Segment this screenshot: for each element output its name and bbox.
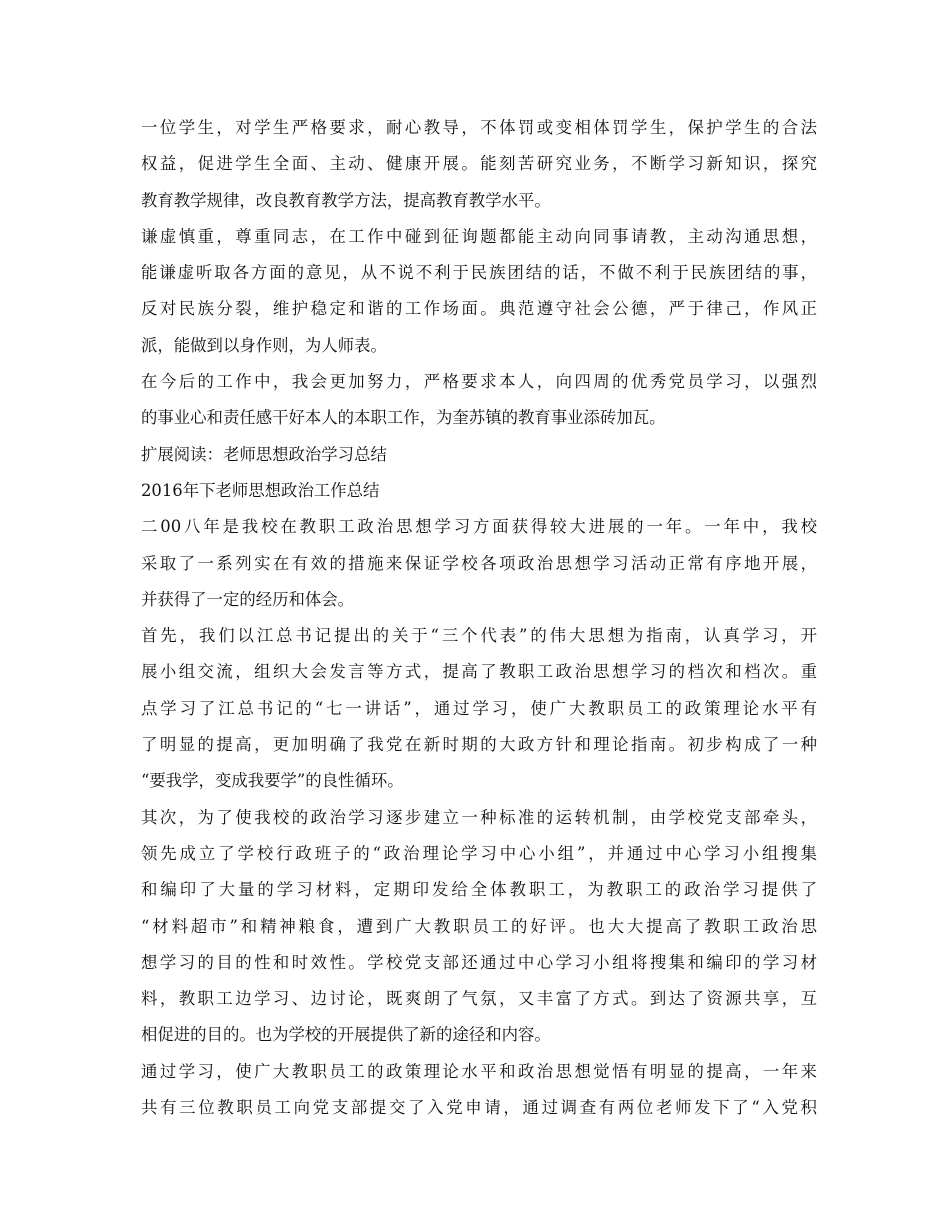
text-line: 反对民族分裂，维护稳定和谐的工作场面。典范遵守社会公德，严于律己，作风正 [141, 299, 817, 319]
text-line: 谦虚慎重，尊重同志，在工作中碰到征询题都能主动向同事请教，主动沟通思想， [141, 226, 817, 246]
text-line: 并获得了一定的经历和体会。 [141, 589, 355, 609]
text-line: 共有三位教职员工向党支部提交了入党申请，通过调查有两位老师发下了“入党积 [141, 1098, 817, 1118]
text-line: 2016年下老师思想政治工作总结 [141, 480, 380, 500]
text-line: 领先成立了学校行政班子的“政治理论学习中心小组”，并通过中心学习小组搜集 [141, 843, 817, 863]
text-line: 的事业心和责任感干好本人的本职工作，为奎苏镇的教育事业添砖加瓦。 [141, 408, 666, 428]
text-line: 其次，为了使我校的政治学习逐步建立一种标准的运转机制，由学校党支部牵头， [141, 807, 817, 827]
text-line: 首先，我们以江总书记提出的关于“三个代表”的伟大思想为指南，认真学习，开 [141, 626, 817, 646]
text-line: 教育教学规律，改良教育教学方法，提高教育教学水平。 [141, 190, 551, 210]
text-line: 料，教职工边学习、边讨论，既爽朗了气氛，又丰富了方式。到达了资源共享，互 [141, 989, 817, 1009]
text-line: 和编印了大量的学习材料，定期印发给全体教职工，为教职工的政治学习提供了 [141, 880, 817, 900]
text-line: 一位学生，对学生严格要求，耐心教导，不体罚或变相体罚学生，保护学生的合法 [141, 118, 817, 137]
text-line: 采取了一系列实在有效的措施来保证学校各项政治思想学习活动正常有序地开展， [141, 553, 817, 573]
text-line: 点学习了江总书记的“七一讲话”，通过学习，使广大教职员工的政策理论水平有 [141, 698, 817, 718]
text-line: 想学习的目的性和时效性。学校党支部还通过中心学习小组将搜集和编印的学习材 [141, 952, 817, 972]
text-line: 派，能做到以身作则，为人师表。 [141, 335, 387, 355]
text-line: 权益，促进学生全面、主动、健康开展。能刻苦研究业务，不断学习新知识，探究 [141, 154, 817, 174]
text-line: 在今后的工作中，我会更加努力，严格要求本人，向四周的优秀党员学习，以强烈 [141, 372, 817, 392]
text-line: “材料超市”和精神粮食，遭到广大教职员工的好评。也大大提高了教职工政治思 [141, 916, 817, 936]
text-line: 二00八年是我校在教职工政治思想学习方面获得较大进展的一年。一年中，我校 [141, 517, 817, 537]
text-line: 了明显的提高，更加明确了我党在新时期的大政方针和理论指南。初步构成了一种 [141, 735, 817, 755]
text-line: 扩展阅读：老师思想政治学习总结 [141, 444, 387, 464]
text-line: “要我学，变成我要学”的良性循环。 [141, 771, 404, 791]
text-line: 能谦虚听取各方面的意见，从不说不利于民族团结的话，不做不利于民族团结的事， [141, 263, 817, 283]
text-line: 相促进的目的。也为学校的开展提供了新的途径和内容。 [141, 1025, 551, 1045]
text-line: 展小组交流，组织大会发言等方式，提高了教职工政治思想学习的档次和档次。重 [141, 662, 817, 682]
text-line: 通过学习，使广大教职员工的政策理论水平和政治思想觉悟有明显的提高，一年来 [141, 1061, 817, 1081]
document-body [141, 110, 817, 1126]
